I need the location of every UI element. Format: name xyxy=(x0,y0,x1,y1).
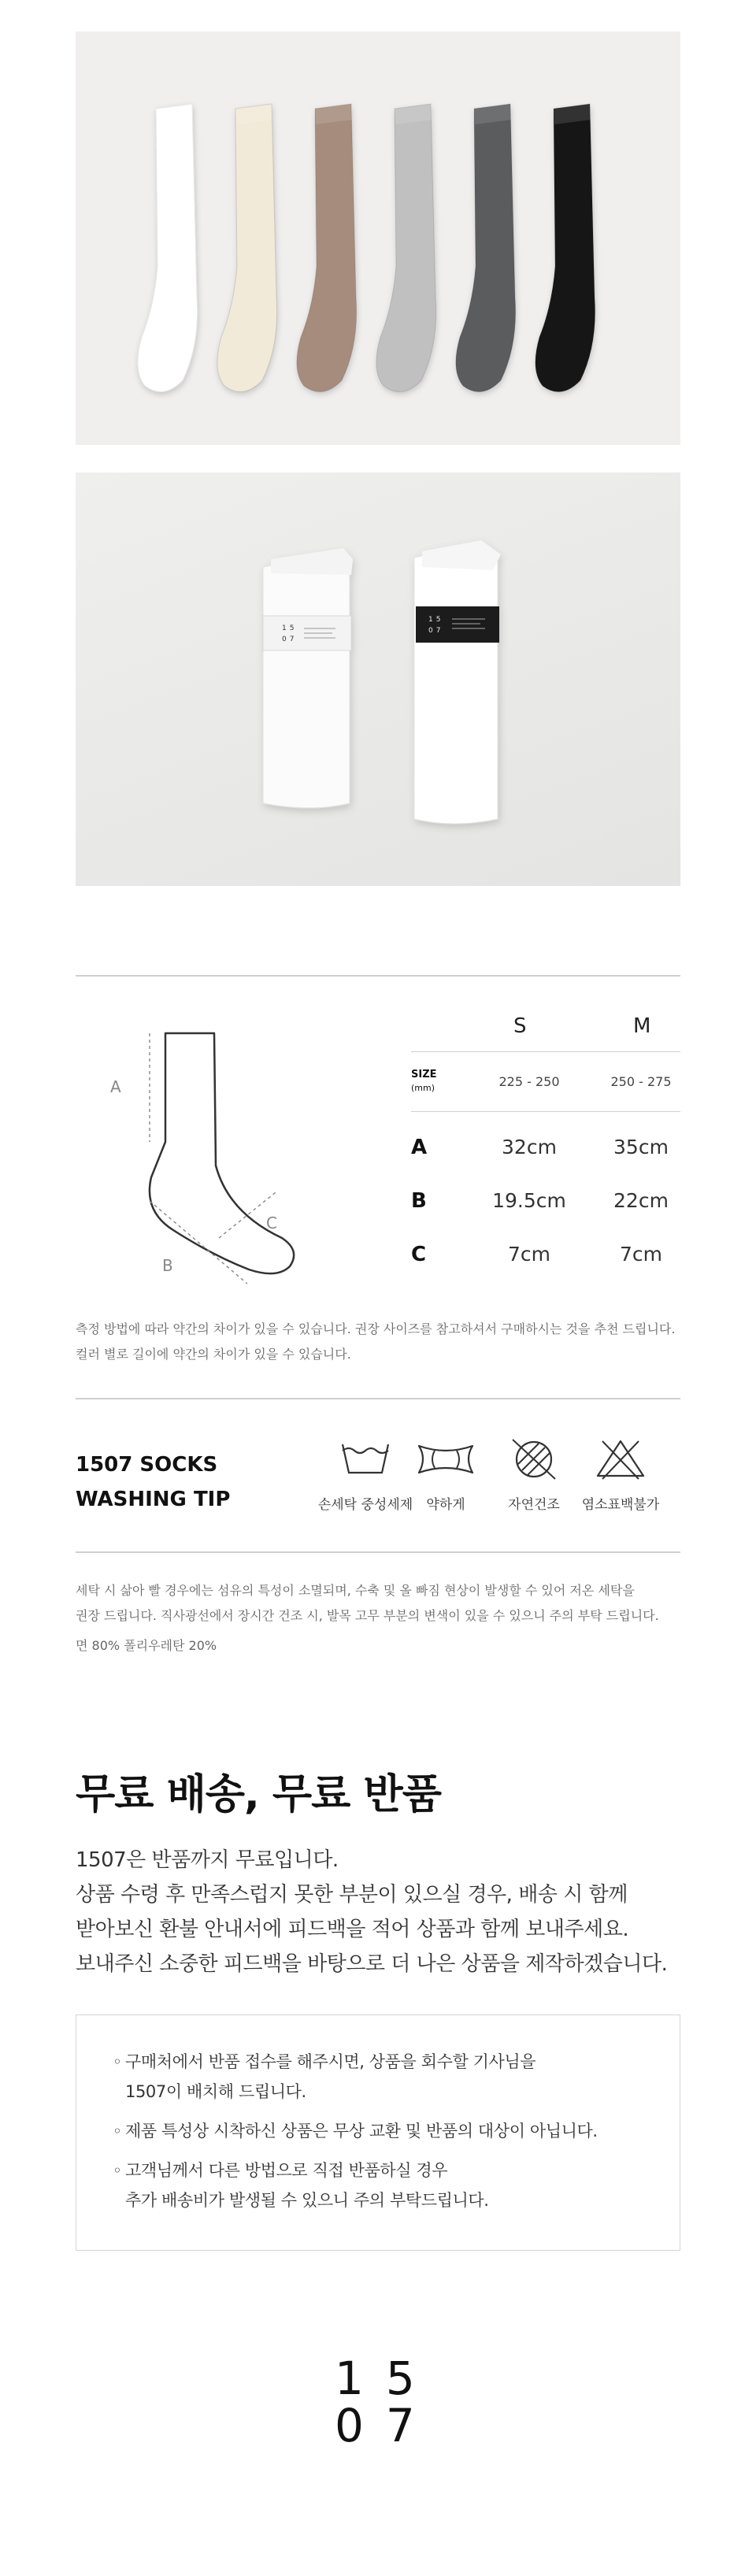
no-bleach-icon xyxy=(593,1435,648,1482)
size-header-m: M xyxy=(633,1014,651,1038)
sock-4 xyxy=(376,104,436,392)
sock-1 xyxy=(138,104,198,392)
size-row-a xyxy=(411,1112,680,1166)
washing-notes xyxy=(76,1578,690,1659)
row-value-s: 32cm xyxy=(502,1136,557,1158)
wash-caption: 손세탁 중성세제 xyxy=(317,1497,413,1513)
row-value-s: 7cm xyxy=(507,1243,550,1266)
washing-tip-title: 1507 SOCKS WASHING TIP xyxy=(76,1453,231,1511)
washing-note-line: 권장 드립니다. 직사광선에서 장시간 건조 시, 발목 고무 부분의 변색이 있을 수 있으니 주의 부탁 드립니다. xyxy=(76,1608,659,1623)
sock-5 xyxy=(456,104,516,392)
divider xyxy=(76,1398,680,1399)
socks-photo-icon xyxy=(76,32,680,445)
notice-item: ◦ 구매처에서 반품 접수를 해주시면, 상품을 회수할 기사님을 1507이 배치해 드립니다. xyxy=(113,2047,664,2107)
divider xyxy=(76,1551,680,1553)
shipping-body-line: 받아보신 환불 안내서에 피드백을 적어 상품과 함께 보내주세요. xyxy=(76,1918,629,1941)
shipping-body-line: 상품 수령 후 만족스럽지 못한 부분이 있으실 경우, 배송 시 함께 xyxy=(76,1883,628,1907)
return-notice-list xyxy=(113,2047,664,2225)
natural-dry-icon xyxy=(506,1435,561,1482)
row-label: B xyxy=(411,1189,427,1213)
size-chart-table xyxy=(411,992,680,1273)
size-value-m: 250 - 275 xyxy=(610,1074,672,1089)
wash-item-bleach xyxy=(565,1435,676,1513)
svg-text:07: 07 xyxy=(428,627,444,635)
row-value-m: 22cm xyxy=(613,1189,669,1212)
sock-3 xyxy=(297,104,357,392)
size-row-b xyxy=(411,1166,680,1219)
label-b: B xyxy=(162,1256,173,1275)
size-chart-header xyxy=(411,992,680,1052)
sock-measure-illustration xyxy=(94,1016,331,1292)
size-row-c xyxy=(411,1219,680,1273)
size-header-s: S xyxy=(513,1014,527,1038)
shipping-body xyxy=(76,1843,698,1981)
size-value-s: 225 - 250 xyxy=(498,1074,560,1089)
hand-wash-icon xyxy=(338,1435,393,1482)
washing-note-line: 세탁 시 삶아 빨 경우에는 섬유의 특성이 소멸되며, 수축 및 올 빠짐 현상이 발생할 수 있어 저온 세탁을 xyxy=(76,1583,635,1598)
sock-2 xyxy=(217,104,277,392)
shipping-body-line: 1507은 반품까지 무료입니다. xyxy=(76,1848,339,1872)
size-note-line: 컬러 별로 길이에 약간의 차이가 있을 수 있습니다. xyxy=(76,1347,351,1362)
size-note-line: 측정 방법에 따라 약간의 차이가 있을 수 있습니다. 권장 사이즈를 참고하셔서 구매하시는 것을 추천 드립니다. xyxy=(76,1321,676,1336)
row-label: C xyxy=(411,1243,427,1266)
banded-socks-icon xyxy=(76,473,680,886)
label-c: C xyxy=(266,1214,277,1232)
wash-caption: 자연건조 xyxy=(508,1497,560,1513)
socks-colors-photo xyxy=(76,32,680,445)
row-value-m: 7cm xyxy=(619,1243,662,1266)
divider xyxy=(76,975,680,977)
svg-text:15: 15 xyxy=(282,625,298,632)
shipping-title: 무료 배송, 무료 반품 xyxy=(76,1771,441,1818)
wash-caption: 염소표백불가 xyxy=(581,1497,660,1513)
svg-text:15: 15 xyxy=(428,616,444,624)
size-notes xyxy=(76,1317,690,1367)
sock-6 xyxy=(536,104,595,392)
row-label: A xyxy=(411,1136,428,1159)
notice-item: ◦ 제품 특성상 시착하신 상품은 무상 교환 및 반품의 대상이 아닙니다. xyxy=(113,2116,664,2146)
wash-caption: 약하게 xyxy=(426,1497,465,1513)
notice-item: ◦ 고객님께서 다른 방법으로 직접 반품하실 경우 추가 배송비가 발생될 수 있으니 주의 부탁드립니다. xyxy=(113,2155,664,2215)
row-value-m: 35cm xyxy=(613,1136,669,1158)
size-row-mm xyxy=(411,1052,680,1112)
shipping-body-line: 보내주신 소중한 피드백을 바탕으로 더 나은 상품을 제작하겠습니다. xyxy=(76,1952,668,1976)
brand-logo: 15 07 xyxy=(335,2352,437,2452)
gentle-wash-icon xyxy=(414,1435,477,1482)
svg-text:07: 07 xyxy=(282,636,298,643)
socks-band-photo xyxy=(76,473,680,886)
size-row-label: SIZE (mm) xyxy=(411,1069,437,1093)
material-composition: 면 80% 폴리우레탄 20% xyxy=(76,1638,217,1653)
row-value-s: 19.5cm xyxy=(492,1189,566,1212)
return-notice-box xyxy=(76,2014,680,2251)
label-a: A xyxy=(110,1077,121,1096)
